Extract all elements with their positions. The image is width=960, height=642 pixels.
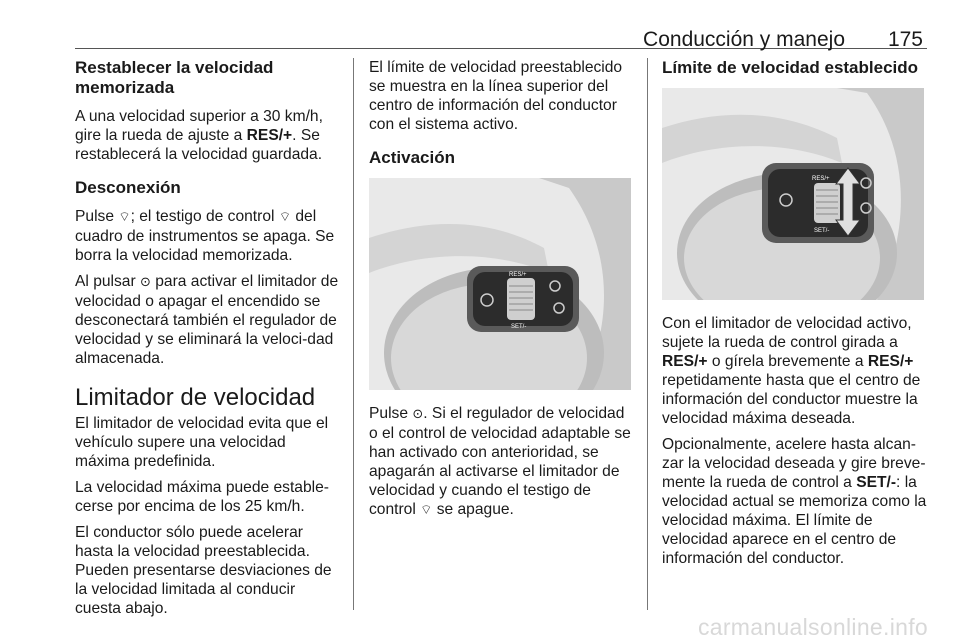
speed-limiter-icon: ⊙ — [412, 407, 424, 422]
column-divider — [647, 58, 648, 610]
column-divider — [353, 58, 354, 610]
heading-desconexion: Desconexión — [75, 178, 181, 197]
res-label: RES/+ — [509, 272, 527, 278]
heading-restablecer: Restablecer la velocidad memorizada — [75, 58, 274, 97]
paragraph: Pulse ⊙. Si el regulador de velocidad o el control de velocidad adaptable se han activado con anterioridad, se apagarán al activarse el limitador de velocidad y cuando el testigo de control ⌔ se apague. — [369, 405, 631, 518]
paragraph: Pulse ⌔; el testigo de control ⌔ del cuadro de instrumentos se apaga. Se borra la velocidad memorizada. — [75, 208, 335, 264]
heading-activacion: Activación — [369, 148, 455, 167]
section-title: Conducción y manejo — [643, 28, 845, 51]
speed-limiter-icon: ⊙ — [140, 275, 151, 290]
paragraph: A una velocidad superior a 30 km/h, gire la rueda de ajuste a RES/+. Se restablecerá la velocidad guardada. — [75, 108, 323, 163]
set-label: SET/- — [511, 324, 527, 330]
paragraph: El limitador de velocidad evita que el vehículo supere una velocidad máxima predefinida. — [75, 415, 329, 470]
paragraph: El conductor sólo puede acelerar hasta la velocidad preestablecida. Pueden presentarse desviaciones de la velocidad limitada al conducir cuesta abajo. — [75, 524, 332, 617]
paragraph: El límite de velocidad preestablecido se muestra en la línea superior del centro de información del conductor con el sistema activo. — [369, 59, 623, 133]
paragraph: Opcionalmente, acelere hasta alcan-zar la velocidad deseada y gire breve-mente la rueda de control a SET/-: la velocidad actual se memoriza como la velocidad máxima. El límite de velocidad aparece en el centro de información del conductor. — [662, 436, 927, 567]
cruise-control-icon: ⌔ — [118, 210, 131, 225]
column-1 — [75, 58, 341, 625]
watermark: carmanualsonline.info — [697, 614, 928, 640]
paragraph: La velocidad máxima puede estable-cerse por encima de los 25 km/h. — [75, 479, 329, 515]
cruise-control-icon: ⌔ — [420, 503, 433, 518]
column-3 — [662, 58, 928, 575]
page-header — [75, 14, 927, 49]
steering-wheel-figure — [662, 88, 924, 300]
res-label: RES/+ — [812, 176, 830, 182]
paragraph: Al pulsar ⊙ para activar el limitador de velocidad o apagar el encendido se desconectará también el regulador de velocidad y se eliminará la veloci-dad almacenada. — [75, 273, 339, 367]
page-number: 175 — [887, 28, 923, 51]
column-2 — [369, 58, 633, 527]
heading-limite: Límite de velocidad establecido — [662, 58, 919, 77]
paragraph: Con el limitador de velocidad activo, sujete la rueda de control girada a RES/+ o gírela brevemente a RES/+ repetidamente hasta que el centro de información del conductor muestre la velocidad máxima deseada. — [662, 315, 921, 427]
steering-wheel-figure — [369, 178, 631, 390]
set-label: SET/- — [814, 228, 830, 234]
heading-limitador: Limitador de velocidad — [75, 384, 316, 411]
cruise-control-icon: ⌔ — [278, 210, 292, 225]
